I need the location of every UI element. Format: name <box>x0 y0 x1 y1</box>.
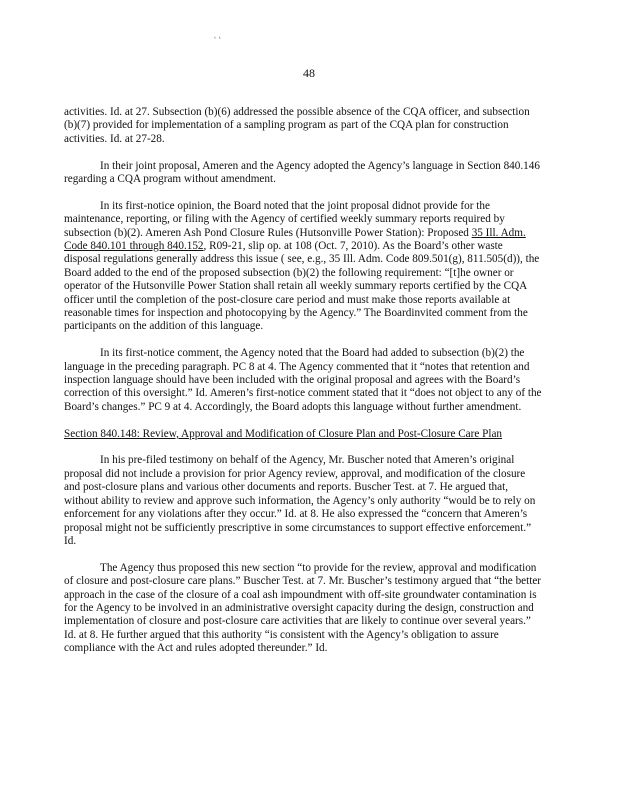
paragraph-first-notice-comment: In its first-notice comment, the Agency noted that the Board had added to subsection (b)(2) the language in the preceding paragraph. PC 8 at 4. The Agency commented that it “notes that retention and inspection language should have been included with the original proposal and agrees with the Board’s correction of this oversight.” Id. Ameren’s first-notice comment stated that it “does not object to any of the Board’s changes.” PC 9 at 4. Accordingly, the Board adopts this language without further amendment. <box>64 347 542 413</box>
citation-link: 35 Ill. Adm. Code 840.101 through 840.152 <box>64 226 526 253</box>
section-heading: Section 840.148: Review, Approval and Modification of Closure Plan and Post-Closure Care Plan <box>64 427 503 440</box>
paragraph-text: , R09-21, slip op. at 108 (Oct. 7, 2010). As the Board’s other waste disposal regulations generally address this issue ( see, e.g., 35 Ill. Adm. Code 809.501(g), 811.505(d)), the Board added to the end of the proposed subsection (b)(2) the following requirement: “[t]he owner or operator of the Hutsonville Power Station shall retain all weekly summary reports certified by the CQA officer until the completion of the post-closure care period and must make those reports available at reasonable times for inspection and photocopying by the Agency.” The Boardinvited comment from the participants on the addition of this language. <box>64 240 540 333</box>
page-body <box>64 106 542 669</box>
paragraph-first-notice-opinion <box>64 200 542 334</box>
paragraph-agency-proposal: The Agency thus proposed this new section “to provide for the review, approval and modification of closure and post-closure care plans.” Buscher Test. at 7. Mr. Buscher’s testimony argued that “the better approach in the case of the closure of a coal ash impoundment with off-site groundwater contamination is for the Agency to be involved in an administrative oversight capacity during the design, construction and implementation of closure and post-closure care activities that are likely to continue over several years.” Id. at 8. He further argued that this authority “is consistent with the Agency’s obligation to assure compliance with the Act and rules adopted thereunder.” Id. <box>64 561 542 655</box>
scan-artifact: ˛ ˛ <box>214 30 222 39</box>
paragraph-cqa-subsections: activities. Id. at 27. Subsection (b)(6) addressed the possible absence of the CQA officer, and subsection (b)(7) provided for implementation of a sampling program as part of the CQA plan for construction activities. Id. at 27-28. <box>64 106 530 145</box>
paragraph-buscher-testimony: In his pre-filed testimony on behalf of the Agency, Mr. Buscher noted that Ameren’s original proposal did not include a provision for prior Agency review, approval, and modification of the closure and post-closure plans and various other documents and reports. Buscher Test. at 7. He argued that, without ability to review and approve such information, the Agency’s only authority “would be to rely on enforcement for any violations after they occur.” Id. at 8. He also expressed the “concern that Ameren’s proposal might not be sufficiently prescriptive in some circumstances to support effective enforcement.” Id. <box>64 454 536 547</box>
paragraph-joint-proposal: In their joint proposal, Ameren and the Agency adopted the Agency’s language in Section 840.146 regarding a CQA program without amendment. <box>64 159 540 186</box>
page-number: 48 <box>303 66 315 80</box>
paragraph-text: In its first-notice opinion, the Board noted that the joint proposal didnot provide for the maintenance, reporting, or filing with the Agency of certified weekly summary reports required by subsection (b)(2). Ameren Ash Pond Closure Rules (Hutsonville Power Station): Proposed <box>64 199 505 239</box>
